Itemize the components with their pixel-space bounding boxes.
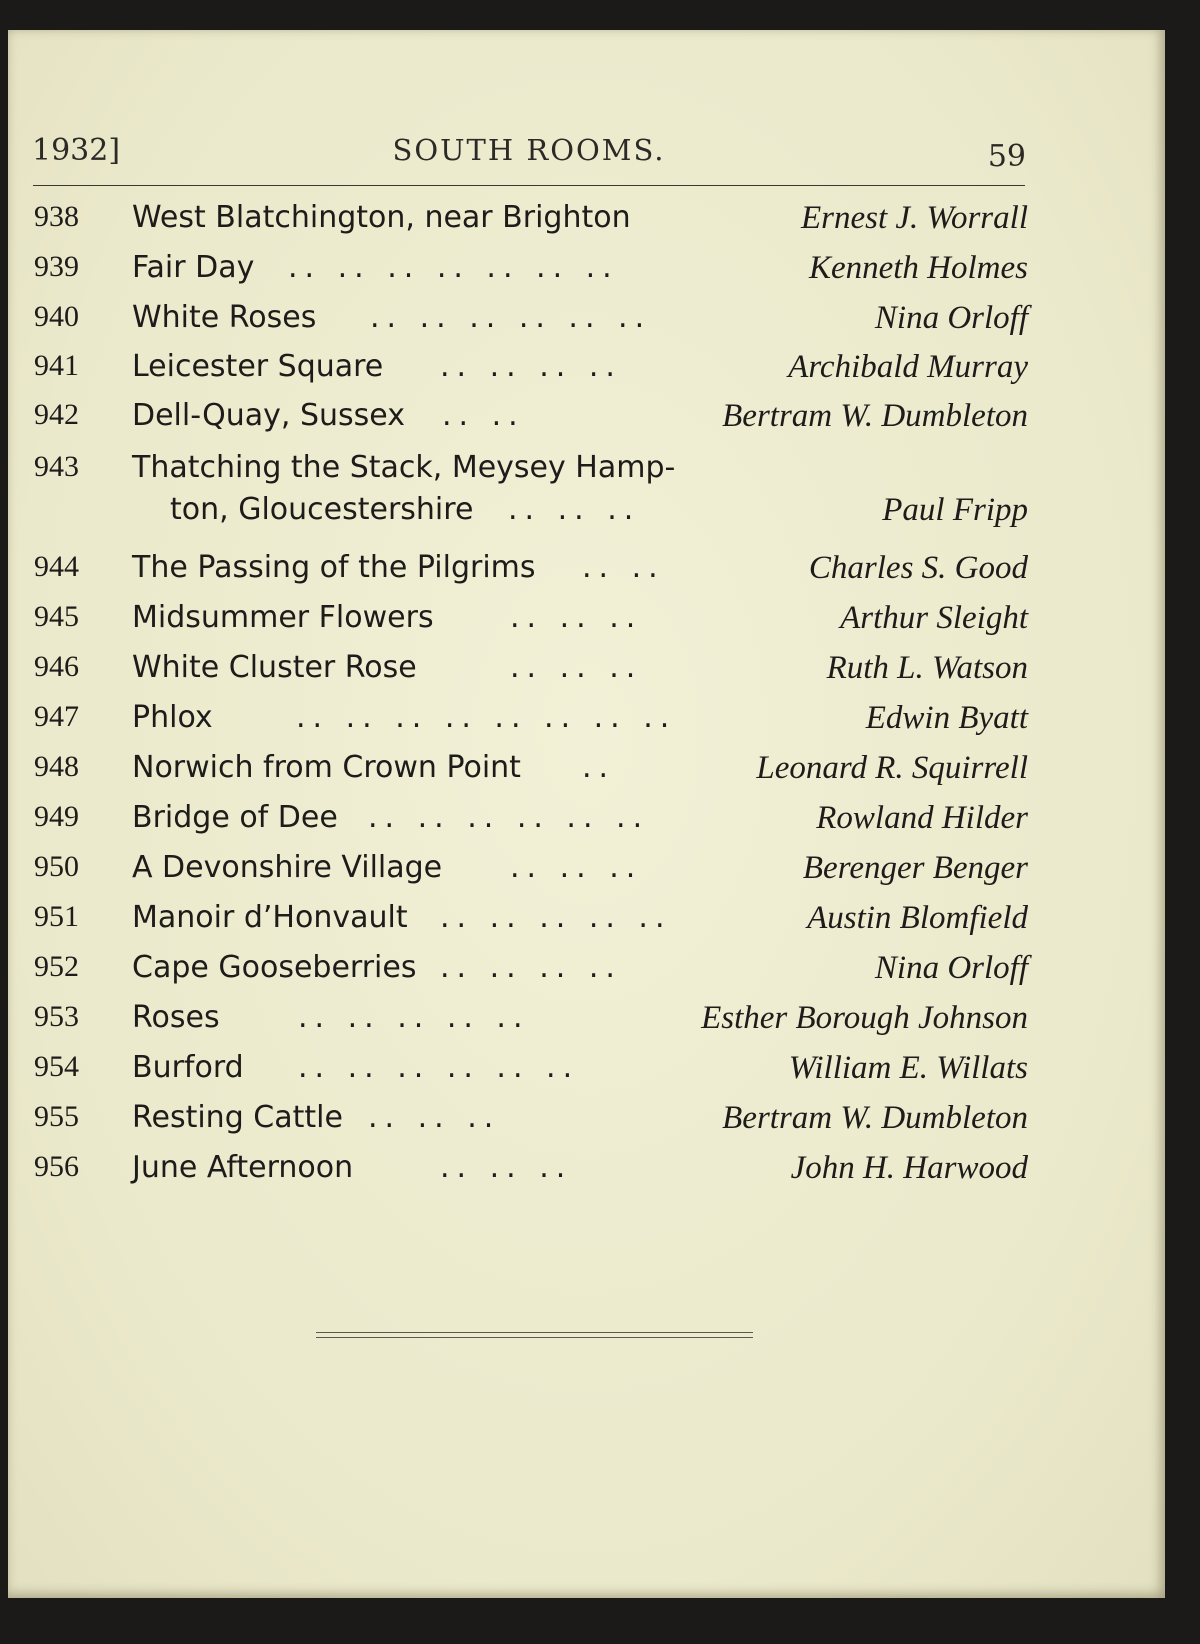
leader-dots: .. .. .. .. ..: [298, 1000, 530, 1035]
entry-number: 955: [34, 1100, 79, 1133]
entry-title: A Devonshire Village: [132, 850, 443, 885]
entry-number: 952: [34, 950, 79, 983]
entry-artist: Esther Borough Johnson: [701, 1000, 1028, 1036]
entry-number: 954: [34, 1050, 79, 1083]
entry-artist: Berenger Benger: [802, 850, 1028, 886]
leader-dots: .. .. .. .. ..: [440, 900, 672, 935]
entry-row: [30, 900, 1028, 948]
entry-title: Norwich from Crown Point: [132, 750, 521, 785]
leader-dots: ..: [582, 750, 616, 785]
entry-title: Fair Day: [132, 250, 255, 285]
leader-dots: .. .. ..: [510, 600, 643, 635]
entry-title: Thatching the Stack, Meysey Hamp-: [132, 450, 676, 485]
entry-row: [30, 349, 1028, 397]
entry-row: [30, 850, 1028, 898]
leader-dots: .. .. .. ..: [440, 950, 622, 985]
entry-artist: William E. Willats: [788, 1050, 1028, 1086]
entry-artist: Nina Orloff: [874, 300, 1028, 336]
entry-artist: Kenneth Holmes: [808, 250, 1028, 286]
entry-artist: Ruth L. Watson: [826, 650, 1028, 686]
leader-dots: .. .. .. .. .. .. ..: [288, 250, 619, 285]
leader-dots: .. ..: [442, 398, 525, 433]
entry-number: 947: [34, 700, 79, 733]
entry-row: [30, 1000, 1028, 1048]
entry-artist: John H. Harwood: [790, 1150, 1028, 1186]
entry-title: Manoir d’Honvault: [132, 900, 408, 935]
entry-number: 949: [34, 800, 79, 833]
entry-artist: Arthur Sleight: [840, 600, 1028, 636]
entry-number: 956: [34, 1150, 79, 1183]
entry-row: [30, 250, 1028, 298]
entry-title: June Afternoon: [132, 1150, 354, 1185]
entry-row: [30, 1150, 1028, 1198]
entry-artist: Edwin Byatt: [865, 700, 1028, 736]
entry-number: 945: [34, 600, 79, 633]
entry-artist: Rowland Hilder: [816, 800, 1028, 836]
entry-title: Leicester Square: [132, 349, 384, 384]
leader-dots: .. .. .. .. .. .. .. ..: [296, 700, 677, 735]
entry-row: [30, 650, 1028, 698]
leader-dots: .. .. .. .. .. ..: [298, 1050, 580, 1085]
leader-dots: .. .. .. .. .. ..: [370, 300, 652, 335]
page-number: 59: [987, 139, 1026, 174]
entry-number: 951: [34, 900, 79, 933]
leader-dots: .. .. ..: [510, 850, 643, 885]
entry-row: [30, 200, 1028, 248]
entry-number: 940: [34, 300, 79, 333]
entry-number: 948: [34, 750, 79, 783]
header-year: 1932]: [32, 133, 121, 168]
entry-row: [30, 950, 1028, 998]
entry-artist: Nina Orloff: [874, 950, 1028, 986]
entry-title: Bridge of Dee: [132, 800, 338, 835]
leader-dots: .. ..: [582, 550, 665, 585]
entry-row: [30, 550, 1028, 598]
entry-number: 950: [34, 850, 79, 883]
entry-number: 953: [34, 1000, 79, 1033]
entry-artist: Ernest J. Worrall: [800, 200, 1028, 236]
leader-dots: .. .. ..: [368, 1100, 501, 1135]
entry-artist: Leonard R. Squirrell: [756, 750, 1028, 786]
entry-row: [30, 450, 1028, 540]
entry-number: 938: [34, 200, 79, 233]
entry-title: Burford: [132, 1050, 244, 1085]
page-title: SOUTH ROOMS.: [392, 133, 666, 167]
entry-title: Resting Cattle: [132, 1100, 343, 1135]
entry-row: [30, 700, 1028, 748]
entry-artist: Charles S. Good: [808, 550, 1028, 586]
entry-title: Midsummer Flowers: [132, 600, 434, 635]
end-rule-bottom: [316, 1337, 753, 1338]
leader-dots: .. .. .. ..: [440, 349, 622, 384]
leader-dots: .. .. ..: [510, 650, 643, 685]
entry-row: [30, 398, 1028, 446]
entry-artist: Austin Blomfield: [807, 900, 1028, 936]
entry-artist: Bertram W. Dumbleton: [722, 1100, 1028, 1136]
entry-row: [30, 800, 1028, 848]
leader-dots: .. .. ..: [508, 492, 641, 527]
entry-row: [30, 1100, 1028, 1148]
entry-title: Roses: [132, 1000, 220, 1035]
entry-number: 941: [34, 349, 79, 382]
entry-number: 943: [34, 450, 79, 483]
entry-artist: Bertram W. Dumbleton: [722, 398, 1028, 434]
entry-title: White Cluster Rose: [132, 650, 417, 685]
entry-title: The Passing of the Pilgrims: [132, 550, 536, 585]
entry-artist: Archibald Murray: [788, 349, 1028, 385]
entry-title: Cape Gooseberries: [132, 950, 417, 985]
leader-dots: .. .. .. .. .. ..: [368, 800, 650, 835]
entry-row: [30, 750, 1028, 798]
leader-dots: .. .. ..: [440, 1150, 573, 1185]
entry-row: [30, 300, 1028, 348]
entry-title: White Roses: [132, 300, 317, 335]
entry-title: Phlox: [132, 700, 213, 735]
entry-row: [30, 1050, 1028, 1098]
entry-number: 946: [34, 650, 79, 683]
entry-number: 942: [34, 398, 79, 431]
entry-row: [30, 600, 1028, 648]
entry-number: 939: [34, 250, 79, 283]
entry-title-continued: ton, Gloucestershire: [170, 492, 474, 527]
entry-title: West Blatchington, near Brighton: [132, 200, 631, 235]
end-rule-top: [316, 1332, 753, 1333]
entry-title: Dell-Quay, Sussex: [132, 398, 405, 433]
entry-number: 944: [34, 550, 79, 583]
entry-artist: Paul Fripp: [882, 492, 1028, 528]
